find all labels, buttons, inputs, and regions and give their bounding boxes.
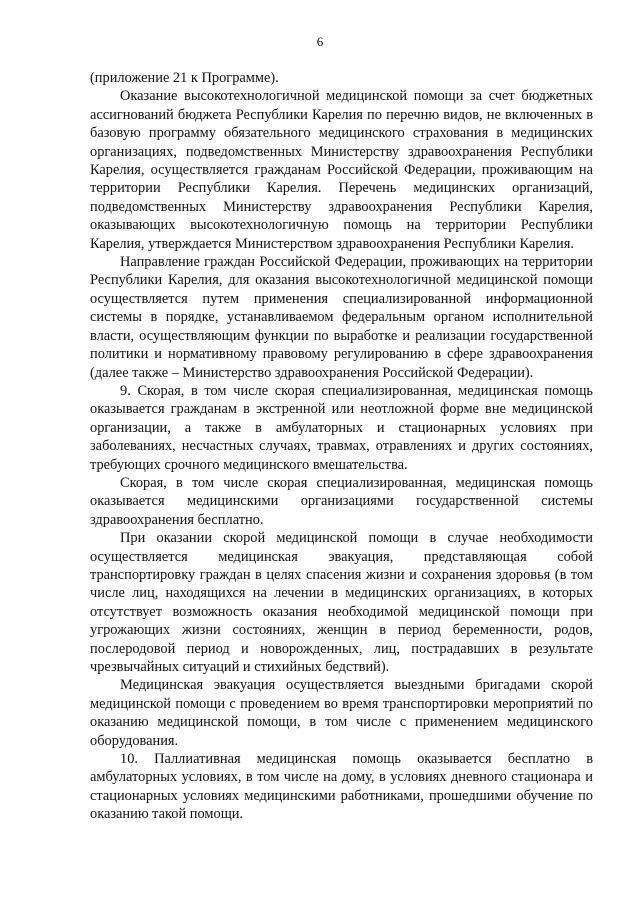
paragraph-referral: Направление граждан Российской Федерации, проживающих на территории Республики Карелия, для оказания высокотехнологичной медицинской помощи осуществляется путем применения специализированной информационной системы в порядке, устанавливаемом федеральным органом исполнительной власти, осуществляющим функции по выработке и реализации государственной политики и нормативному правовому регулированию в сфере здравоохранения (далее также – Министерство здравоохранения Российской Федерации). [90, 254, 593, 381]
page-number: 6 [316, 34, 324, 49]
paragraph-item-10-palliative-care: 10. Паллиативная медицинская помощь оказывается бесплатно в амбулаторных условиях, в том числе на дому, в условиях дневного стационара и стационарных условиях медицинскими работниками, прошедшими обучение по оказанию такой помощи. [90, 751, 593, 823]
paragraph-continuation: (приложение 21 к Программе). [90, 70, 279, 86]
paragraph-item-9-emergency-care: 9. Скорая, в том числе скорая специализированная, медицинская помощь оказывается гражданам в экстренной или неотложной форме вне медицинской организации, а также в амбулаторных и стационарных условиях при заболеваниях, несчастных случаях, травмах, отравлениях и других состояниях, требующих срочного медицинского вмешательства. [90, 382, 593, 473]
body-text [90, 69, 593, 824]
paragraph-emergency-free: Скорая, в том числе скорая специализированная, медицинская помощь оказывается медицинскими организациями государственной системы здравоохранения бесплатно. [90, 474, 593, 528]
paragraph-high-tech-care: Оказание высокотехнологичной медицинской помощи за счет бюджетных ассигнований бюджета Республики Карелия по перечню видов, не включенных в базовую программу обязательного медицинского страхования в медицинских организациях, подведомственных Министерству здравоохранения Республики Карелия, осуществляется гражданам Российской Федерации, проживающим на территории Республики Карелия. Перечень медицинских организаций, подведомственных Министерству здравоохранения Республики Карелия, оказывающих высокотехнологичную помощь на территории Республики Карелия, утверждается Министерством здравоохранения Республики Карелия. [90, 88, 593, 252]
paragraph-evacuation-teams: Медицинская эвакуация осуществляется выездными бригадами скорой медицинской помощи с проведением во время транспортировки мероприятий по оказанию медицинской помощи, в том числе с применением медицинского оборудования. [90, 677, 593, 749]
paragraph-medical-evacuation: При оказании скорой медицинской помощи в случае необходимости осуществляется медицинская эвакуация, представляющая собой транспортировку граждан в целях спасения жизни и сохранения здоровья (в том числе лиц, находящихся на лечении в медицинских организациях, в которых отсутствует возможность оказания необходимой медицинской помощи при угрожающих жизни состояниях, женщин в период беременности, родов, послеродовой период и новорожденных, лиц, пострадавших в результате чрезвычайных ситуаций и стихийных бедствий). [90, 530, 593, 675]
